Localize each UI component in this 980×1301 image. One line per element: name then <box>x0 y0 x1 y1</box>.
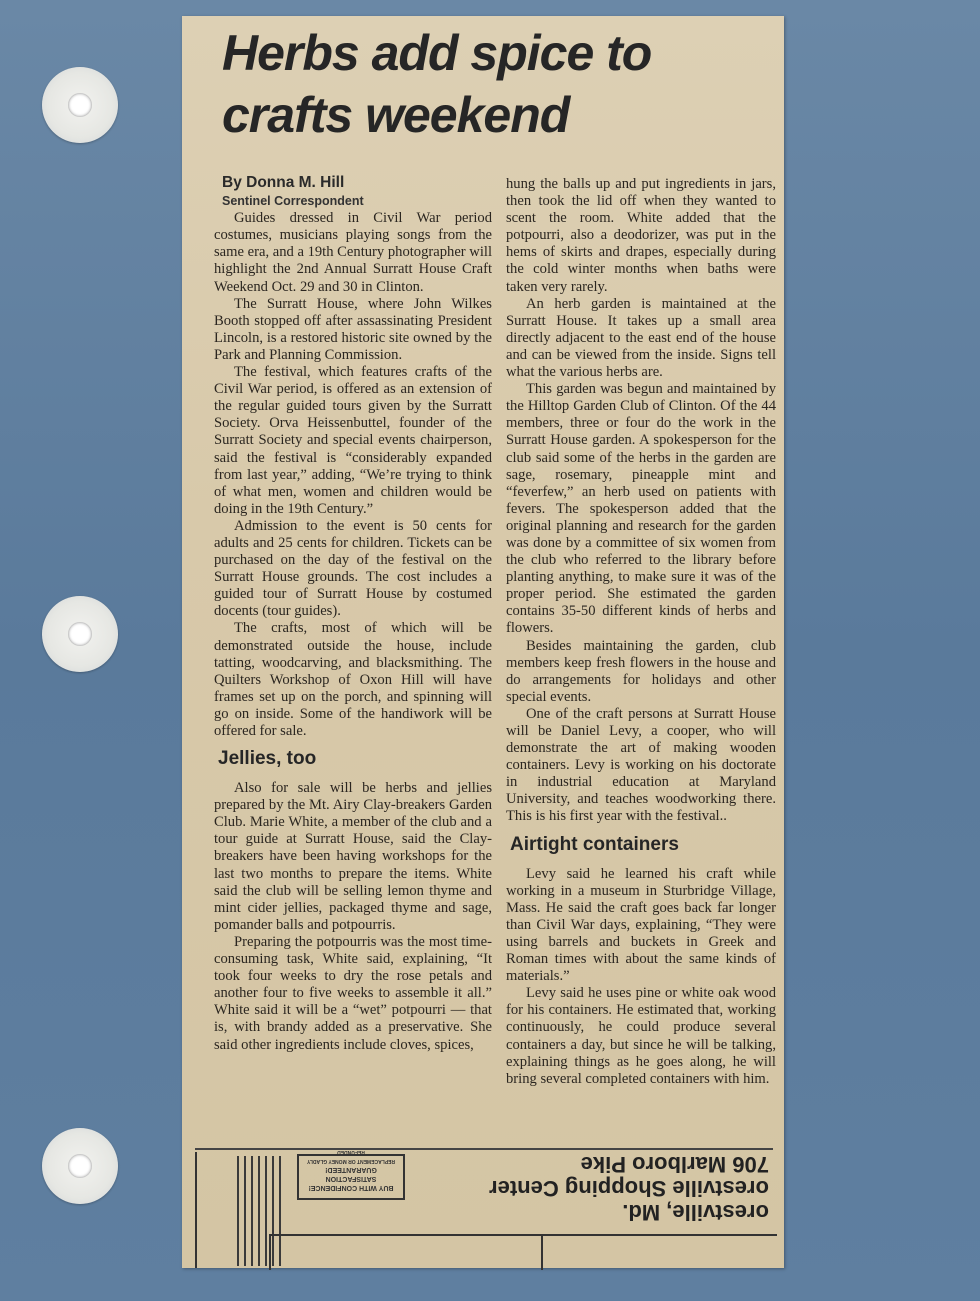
ad-lower-divider <box>541 1236 543 1270</box>
paragraph: The crafts, most of which will be demonstrated outside the house, include tatting, woodcarving, and blacksmithing. The Quilters Workshop of Oxon Hill will have frames set up on the porch, and spinning will go on inside. Some of the handiwork will be offered for sale. <box>214 620 492 739</box>
badge-line-2: SATISFACTION GUARANTEED! <box>325 1166 377 1182</box>
ad-divider-rule <box>195 1148 773 1150</box>
badge-line-1: BUY WITH CONFIDENCE! <box>308 1184 394 1191</box>
ad-lower-frame <box>269 1234 777 1270</box>
paragraph: Besides maintaining the garden, club members keep fresh flowers in the house and do arrangements for holidays and other special events. <box>506 637 776 705</box>
paragraph: Levy said he learned his craft while working in a museum in Sturbridge Village, Mass. He said the craft goes back far longer than Civil War days, explaining, “They were using barrels and buckets in Greek and Roman times with about the same kinds of materials.” <box>506 865 776 985</box>
paragraph: Preparing the potpourris was the most time-consuming task, White said, explaining, “It took four weeks to dry the rose petals and another four to five weeks to assemble it all.” White said it will be a “wet” potpourri — that is, with brandy added as a preservative. She said other ingredients include cloves, spices, <box>214 933 492 1053</box>
paragraph: Admission to the event is 50 cents for adults and 25 cents for children. Tickets can be purchased on the day of the festival on the Surratt House grounds. The cost includes a guided tour of Surratt House by costumed docents (tour guides). <box>214 517 492 620</box>
paragraph: Levy said he uses pine or white oak wood for his containers. He estimated that, working continuously, he could produce several containers a day, but since he will be talking, explaining things as he goes along, he will bring several completed containers with him. <box>506 985 776 1087</box>
paragraph: The Surratt House, where John Wilkes Booth stopped off after assassinating President Lincoln, is a restored historic site owned by the Park and Planning Commission. <box>214 295 492 363</box>
paragraph: Also for sale will be herbs and jellies prepared by the Mt. Airy Clay-breakers Garden Club. Marie White, a member of the club and a tour guide at Surratt House, said the Clay-breakers have been having workshops for the last two months to prepare the items. White said the club will be selling lemon thyme and mint cider jellies, packaged thyme and sage, pomander balls and potpourris. <box>214 780 492 933</box>
ad-line-2: orestville Shopping Center <box>489 1176 769 1201</box>
article-headline: Herbs add spice to crafts weekend <box>222 25 652 143</box>
paragraph: Guides dressed in Civil War period costumes, musicians playing songs from the same era, and a 19th Century photographer will highlight the 2nd Annual Surratt House Craft Weekend Oct. 29 and 30 in Clinton. <box>214 210 493 295</box>
article-column-1 <box>214 168 492 1054</box>
ad-line-1: 706 Marlboro Pike <box>580 1152 769 1177</box>
ad-line-3: orestville, Md. <box>622 1200 769 1225</box>
paragraph: The festival, which features crafts of the Civil War period, is offered as an extension of the regular guided tours given by the Surratt Society. Orva Heissenbuttel, founder of the Surratt Society and special events chairperson, said the festival is “considerably expanded from last year,” adding, “We’re trying to think of what men, women and children would be doing in the 19th Century.” <box>214 364 492 517</box>
paragraph: This garden was begun and maintained by the Hilltop Garden Club of Clinton. Of the 44 members, three or four do the work in the Surratt House garden. A spokesperson for the club said some of the herbs in the garden are sage, rosemary, pineapple mint and “feverfew,” an herb used on patients with fevers. The spokesperson added that the original planning and research for the garden was done by a committee of six women from the club who referred to the library before planting anything, to make sure it was of the proper period. She estimated the garden contains 35-50 different kinds of herbs and flowers. <box>506 381 776 637</box>
article-column-2 <box>506 176 776 1088</box>
subhead-airtight: Airtight containers <box>510 833 679 855</box>
binder-hole-middle <box>42 596 118 672</box>
binder-hole-bottom <box>42 1128 118 1204</box>
badge-line-3: REPLACEMENT OR MONEY GLADLY REFUNDED <box>306 1149 396 1164</box>
upside-down-advertisement <box>195 1149 775 1268</box>
ad-address <box>449 1152 769 1224</box>
paragraph: One of the craft persons at Surratt House will be Daniel Levy, a cooper, who will demonstrate the art of making wooden containers. Levy is working on his doctorate in industrial education at Maryland University, and teaches woodworking there. This is his first year with the festival.. <box>506 705 776 825</box>
binder-hole-top <box>42 67 118 143</box>
ad-guarantee-badge <box>297 1149 405 1200</box>
byline-role: Sentinel Correspondent <box>222 194 364 209</box>
byline: By Donna M. Hill <box>222 174 345 191</box>
paragraph: hung the balls up and put ingredients in jars, then took the lid off when they wanted to scent the room. White added that the potpourri, also a deodorizer, was put in the hems of skirts and drapes, especially during the cold winter months when baths were taken very rarely. <box>506 176 776 295</box>
subhead-jellies: Jellies, too <box>218 748 317 770</box>
paragraph: An herb garden is maintained at the Surratt House. It takes up a small area directly adjacent to the east end of the house and can be viewed from the inside. Signs tell what the various herbs are. <box>506 295 776 381</box>
